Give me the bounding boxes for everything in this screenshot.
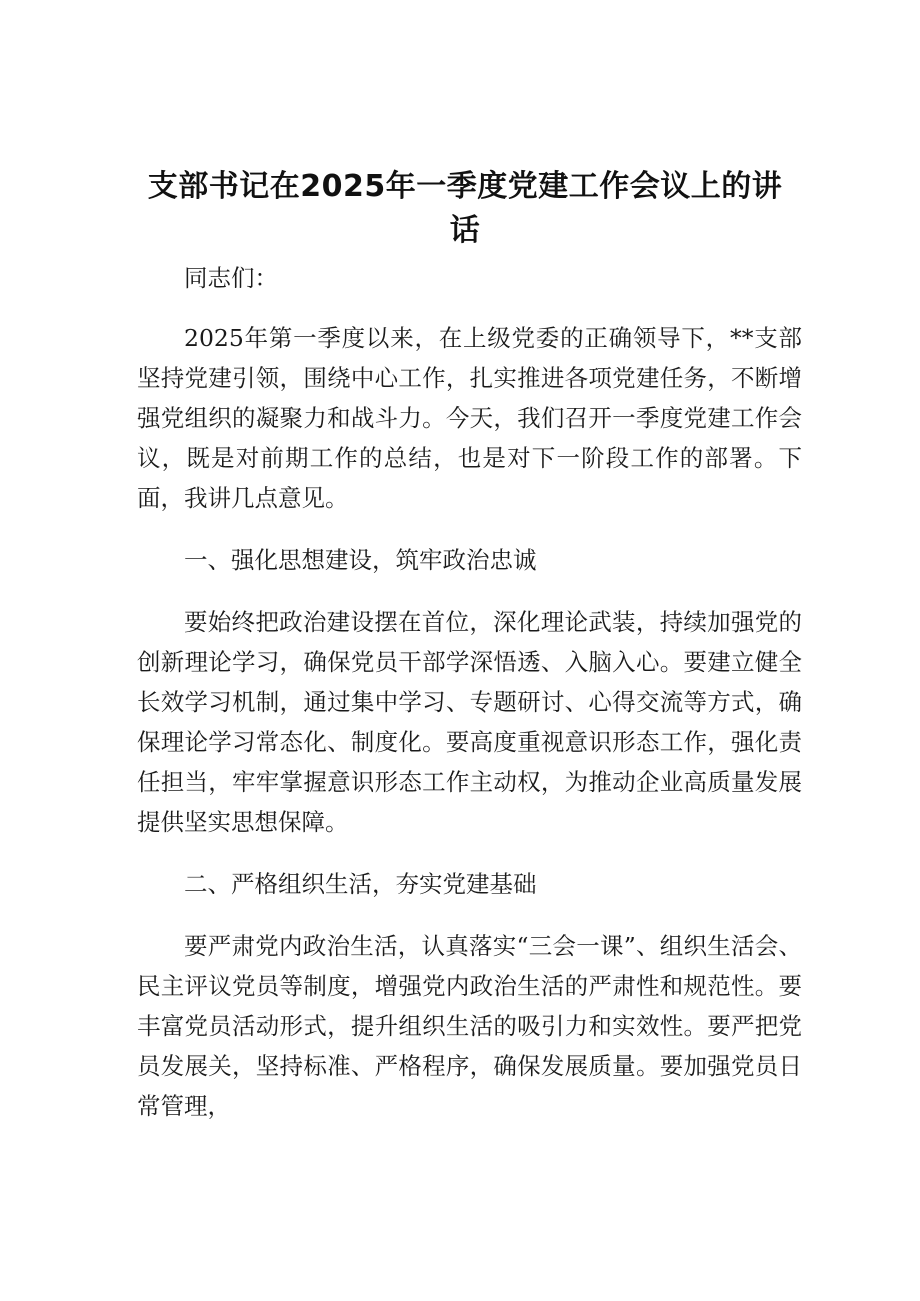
document-body bbox=[137, 258, 802, 1148]
document-title: 支部书记在2025年一季度党建工作会议上的讲话 bbox=[147, 169, 783, 248]
section-2-paragraph: 要严肃党内政治生活，认真落实“三会一课”、组织生活会、民主评议党员等制度，增强党内政治生活的严肃性和规范性。要丰富党员活动形式，提升组织生活的吸引力和实效性。要严把党员发展关，坚持标准、严格程序，确保发展质量。要加强党员日常管理， bbox=[137, 932, 802, 1120]
greeting: 同志们： bbox=[184, 264, 278, 292]
section-1-heading: 一、强化思想建设，筑牢政治忠诚 bbox=[184, 546, 537, 574]
section-1-paragraph: 要始终把政治建设摆在首位，深化理论武装，持续加强党的创新理论学习，确保党员干部学深悟透、入脑入心。要建立健全长效学习机制，通过集中学习、专题研讨、心得交流等方式，确保理论学习常态化、制度化。要高度重视意识形态工作，强化责任担当，牢牢掌握意识形态工作主动权，为推动企业高质量发展提供坚实思想保障。 bbox=[137, 608, 802, 836]
section-2-heading: 二、严格组织生活，夯实党建基础 bbox=[184, 870, 537, 898]
intro-paragraph: 2025年第一季度以来，在上级党委的正确领导下，**支部坚持党建引领，围绕中心工作，扎实推进各项党建任务，不断增强党组织的凝聚力和战斗力。今天，我们召开一季度党建工作会议，既是对前期工作的总结，也是对下一阶段工作的部署。下面，我讲几点意见。 bbox=[137, 324, 802, 512]
